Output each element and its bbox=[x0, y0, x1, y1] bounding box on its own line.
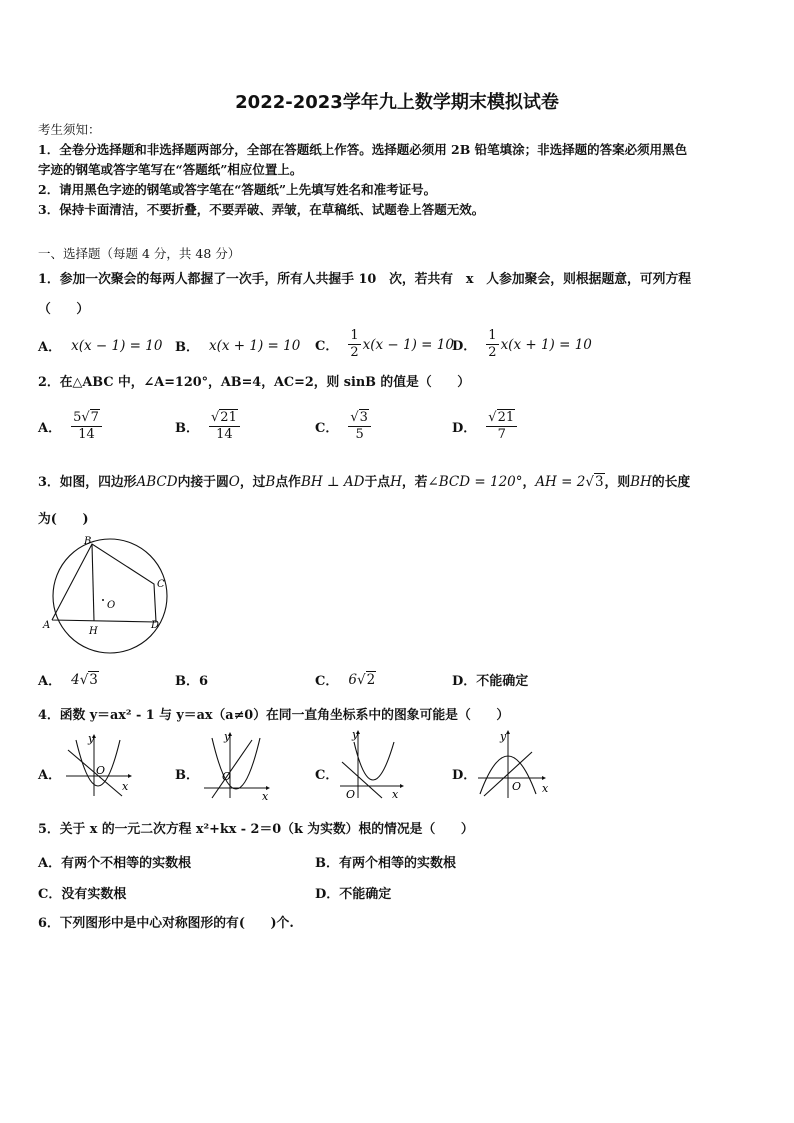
radicand: 3 bbox=[594, 474, 604, 490]
q6-stem: 6．下列图形中是中心对称图形的有( )个. bbox=[38, 916, 294, 931]
label-c: C bbox=[157, 579, 165, 590]
fraction-den: 14 bbox=[78, 427, 95, 442]
option-label: D． bbox=[452, 421, 477, 436]
q4-stem: 4．函数 y＝ax² - 1 与 y＝ax（a≠0）在同一直角坐标系中的图象可能是（ ） bbox=[38, 708, 510, 723]
math-ah: AH = 2 bbox=[535, 474, 586, 490]
text: 3．如图，四边形 bbox=[38, 475, 137, 490]
option-label: D． bbox=[452, 339, 477, 354]
radicand: 7 bbox=[90, 410, 99, 425]
q4-option-b-label: B． bbox=[175, 768, 199, 783]
origin-label: O bbox=[512, 780, 522, 793]
y-arrow bbox=[506, 730, 510, 734]
q5-option-a: A．有两个不相等的实数根 bbox=[38, 856, 192, 871]
origin-label: O bbox=[96, 764, 106, 777]
q3-option-b bbox=[175, 670, 208, 689]
text: ，若 bbox=[401, 475, 428, 490]
y-label: y bbox=[500, 730, 507, 743]
fraction-num: 1 bbox=[350, 328, 359, 343]
option-text: B．6 bbox=[175, 674, 209, 689]
line bbox=[68, 750, 122, 796]
q4-option-c-label: C． bbox=[315, 768, 339, 783]
notice-item-1-cont: 字迹的钢笔或答字笔写在“答题纸”相应位置上。 bbox=[38, 162, 303, 177]
fraction bbox=[71, 410, 102, 443]
radicand: 21 bbox=[497, 410, 515, 425]
x-arrow bbox=[128, 774, 132, 778]
sqrt-sign: √21 bbox=[488, 410, 515, 425]
section-heading: 一、选择题（每题 4 分，共 48 分） bbox=[38, 246, 241, 261]
option-label: A． bbox=[38, 421, 62, 436]
y-label: y bbox=[88, 732, 95, 745]
q1-option-c bbox=[315, 328, 454, 361]
q5-option-b: B．有两个相等的实数根 bbox=[315, 856, 456, 871]
q5-option-c: C．没有实数根 bbox=[38, 887, 127, 902]
text: ， bbox=[522, 475, 536, 490]
q2-stem: 2．在△ABC 中，∠A=120°，AB=4，AC=2，则 sinB 的值是（ ） bbox=[38, 375, 471, 390]
label-b: B bbox=[84, 536, 92, 547]
q3-circle-figure bbox=[40, 534, 180, 658]
segment-bh bbox=[92, 544, 94, 621]
fraction-den: 7 bbox=[497, 427, 506, 442]
math-expr: x(x − 1) = 10 bbox=[362, 336, 454, 353]
q2-option-a bbox=[38, 410, 104, 443]
origin-label: O bbox=[346, 788, 356, 800]
fraction-den: 2 bbox=[350, 345, 359, 360]
q1-stem: 1．参加一次聚会的每两人都握了一次手，所有人共握手 10 次，若共有 x 人参加聚会，则根据题意，可列方程 bbox=[38, 272, 692, 287]
fraction-den: 14 bbox=[216, 427, 233, 442]
option-label: C． bbox=[315, 421, 339, 436]
math-perp: BH ⊥ AD bbox=[300, 474, 365, 490]
x-label: x bbox=[122, 780, 129, 793]
sqrt-sign: √7 bbox=[81, 410, 99, 425]
sqrt-sign: √3 bbox=[350, 410, 368, 425]
notice-item-1: 1．全卷分选择题和非选择题两部分，全部在答题纸上作答。选择题必须用 2B 铅笔填涂；非选择题的答案必须用黑色 bbox=[38, 142, 688, 157]
fraction-num bbox=[486, 410, 517, 427]
label-a: A bbox=[43, 620, 51, 631]
notice-heading: 考生须知： bbox=[38, 122, 101, 137]
x-label: x bbox=[262, 790, 269, 800]
text: 于点 bbox=[364, 475, 391, 490]
fraction-den: 2 bbox=[488, 345, 497, 360]
center-dot bbox=[102, 599, 104, 601]
fraction bbox=[486, 410, 517, 443]
text: 的长度 bbox=[651, 475, 691, 490]
math-abcd: ABCD bbox=[136, 474, 178, 490]
sqrt-sign: √2 bbox=[356, 671, 376, 688]
sqrt-sign: √3 bbox=[79, 671, 98, 688]
label-h: H bbox=[89, 626, 98, 637]
q2-option-b bbox=[175, 410, 242, 443]
q5-stem: 5．关于 x 的一元二次方程 x²+kx - 2＝0（k 为实数）根的情况是（ ） bbox=[38, 822, 474, 837]
radicand: 21 bbox=[220, 410, 237, 425]
label-d: D bbox=[151, 620, 160, 631]
text: ，过 bbox=[239, 475, 266, 490]
fraction bbox=[209, 410, 240, 443]
coefficient: 6 bbox=[348, 671, 357, 688]
line bbox=[212, 740, 252, 798]
radicand: 2 bbox=[366, 671, 376, 688]
sqrt-sign: √21 bbox=[211, 410, 237, 425]
coefficient: 5 bbox=[73, 410, 82, 425]
q4-graph-c bbox=[336, 728, 412, 800]
q3-option-c bbox=[315, 670, 376, 689]
option-label: B． bbox=[175, 340, 199, 355]
text: 内接于圆 bbox=[177, 475, 229, 490]
fraction bbox=[348, 410, 371, 443]
math-h: H bbox=[390, 474, 402, 490]
quadrilateral-abcd bbox=[52, 544, 156, 622]
x-arrow bbox=[542, 776, 546, 780]
fraction-den: 5 bbox=[355, 427, 364, 442]
q1-option-d bbox=[452, 328, 592, 361]
option-text: D．不能确定 bbox=[452, 674, 529, 689]
x-arrow bbox=[400, 784, 404, 788]
q2-option-c bbox=[315, 410, 373, 443]
q1-option-b bbox=[175, 336, 300, 355]
x-label: x bbox=[392, 788, 399, 800]
q5-option-d: D．不能确定 bbox=[315, 887, 392, 902]
fraction bbox=[486, 328, 498, 361]
fraction-num bbox=[71, 410, 102, 427]
option-label: C． bbox=[315, 339, 339, 354]
math-o: O bbox=[228, 474, 240, 490]
q3-option-a bbox=[38, 670, 99, 689]
radicand: 3 bbox=[359, 410, 368, 425]
q1-paren: （ ） bbox=[38, 302, 90, 317]
math-bh: BH bbox=[630, 474, 652, 490]
option-label: C． bbox=[315, 674, 339, 689]
q4-option-d-label: D． bbox=[452, 768, 477, 783]
q4-graph-a bbox=[62, 732, 138, 798]
radicand: 3 bbox=[89, 671, 98, 688]
option-label: B． bbox=[175, 421, 199, 436]
y-label: y bbox=[352, 728, 359, 741]
option-label: A． bbox=[38, 674, 62, 689]
q2-option-d bbox=[452, 410, 519, 443]
fraction bbox=[348, 328, 360, 361]
q3-stem bbox=[38, 472, 768, 493]
fraction-num: 1 bbox=[488, 328, 497, 343]
notice-item-3: 3．保持卡面清洁，不要折叠，不要弄破、弄皱，在草稿纸、试题卷上答题无效。 bbox=[38, 202, 485, 217]
q3-option-d bbox=[452, 670, 528, 689]
math-expr: x(x − 1) = 10 bbox=[71, 337, 163, 354]
coefficient: 4 bbox=[71, 671, 80, 688]
math-expr: x(x + 1) = 10 bbox=[209, 337, 301, 354]
math-angle: ∠BCD = 120° bbox=[427, 474, 523, 490]
notice-item-2: 2．请用黑色字迹的钢笔或答字笔在“答题纸”上先填写姓名和准考证号。 bbox=[38, 182, 437, 197]
q1-option-a bbox=[38, 336, 162, 355]
option-label: A． bbox=[38, 340, 62, 355]
fraction-num bbox=[348, 410, 371, 427]
q4-graph-b bbox=[200, 730, 276, 800]
page-title: 2022-2023学年九上数学期末模拟试卷 bbox=[235, 92, 559, 113]
sqrt-sign: √3 bbox=[585, 474, 604, 490]
text: 点作 bbox=[275, 475, 301, 490]
parabola bbox=[354, 742, 394, 780]
text: ，则 bbox=[604, 475, 631, 490]
q4-option-a-label: A． bbox=[38, 768, 62, 783]
label-o: O bbox=[107, 600, 116, 611]
q3-stem-line2: 为( ) bbox=[38, 512, 89, 527]
y-label: y bbox=[224, 730, 231, 743]
origin-label: O bbox=[222, 770, 232, 783]
math-b: B bbox=[265, 474, 276, 490]
q4-graph-d bbox=[474, 728, 554, 800]
math-expr: x(x + 1) = 10 bbox=[500, 336, 592, 353]
x-label: x bbox=[542, 782, 549, 795]
fraction-num bbox=[209, 410, 240, 427]
